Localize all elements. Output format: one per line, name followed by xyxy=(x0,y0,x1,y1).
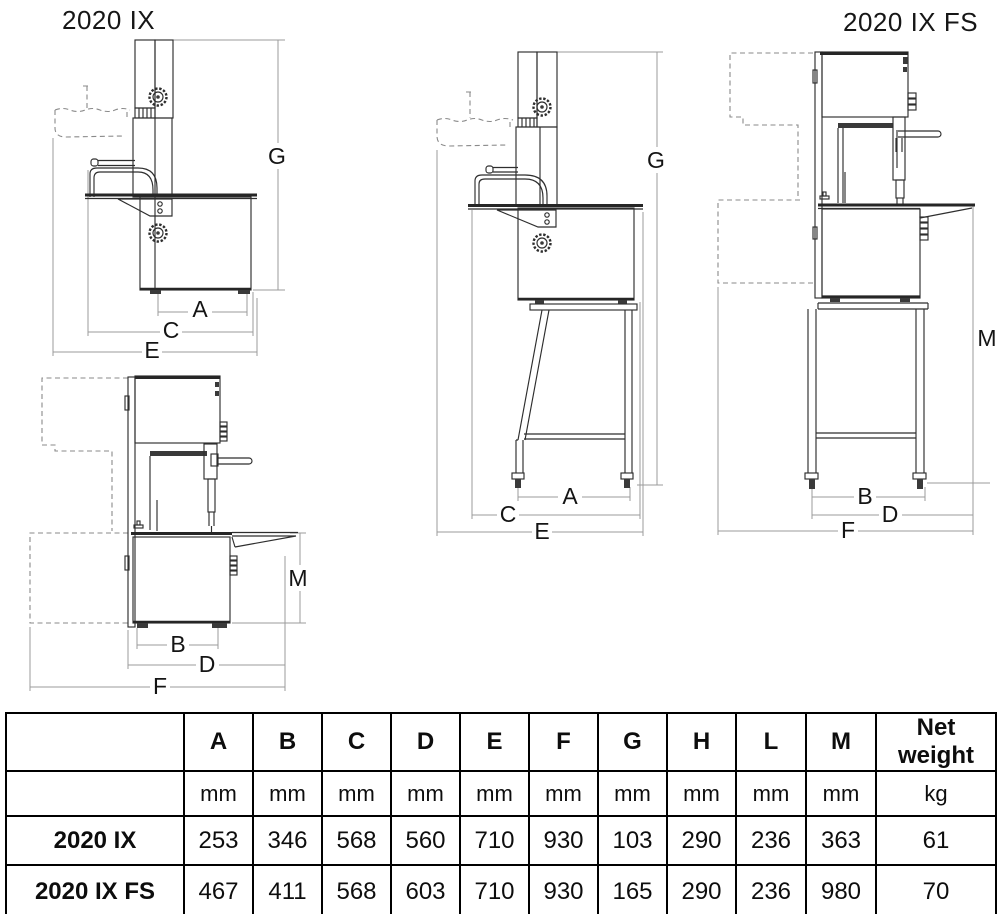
dim-label-D: D xyxy=(198,651,216,677)
value-A: 467 xyxy=(184,865,253,914)
drawing-front-view-2020ix xyxy=(30,376,312,699)
dim-label-E: E xyxy=(144,337,160,363)
unit-mm: mm xyxy=(736,771,806,816)
value-M: 980 xyxy=(806,865,876,914)
dimension-table xyxy=(5,712,997,914)
value-G: 103 xyxy=(598,816,667,865)
dim-label-D: D xyxy=(881,501,899,527)
row-label: 2020 IX FS xyxy=(6,865,184,914)
value-L: 236 xyxy=(736,865,806,914)
drawing-side-view-2020ix xyxy=(53,40,291,363)
unit-mm: mm xyxy=(806,771,876,816)
unit-mm: mm xyxy=(529,771,598,816)
header-col-L: L xyxy=(736,713,806,771)
row-label: 2020 IX xyxy=(6,816,184,865)
value-M: 363 xyxy=(806,816,876,865)
dim-label-A: A xyxy=(192,296,208,322)
table-row-2020ixfs xyxy=(6,865,996,914)
value-F: 930 xyxy=(529,865,598,914)
value-E: 710 xyxy=(460,865,529,914)
dim-label-A: A xyxy=(562,483,578,509)
header-col-E: E xyxy=(460,713,529,771)
dim-label-F: F xyxy=(152,673,168,699)
header-col-F: F xyxy=(529,713,598,771)
table-row-2020ix xyxy=(6,816,996,865)
unit-mm: mm xyxy=(460,771,529,816)
header-col-G: G xyxy=(598,713,667,771)
header-col-H: H xyxy=(667,713,736,771)
value-net-weight: 61 xyxy=(876,816,996,865)
dim-label-M: M xyxy=(977,325,997,351)
header-col-M: M xyxy=(806,713,876,771)
table-units-row xyxy=(6,771,996,816)
header-col-C: C xyxy=(322,713,391,771)
value-B: 346 xyxy=(253,816,322,865)
value-C: 568 xyxy=(322,865,391,914)
unit-kg: kg xyxy=(876,771,996,816)
header-col-A: A xyxy=(184,713,253,771)
value-D: 560 xyxy=(391,816,460,865)
value-net-weight: 70 xyxy=(876,865,996,914)
unit-mm: mm xyxy=(322,771,391,816)
dim-label-C: C xyxy=(162,317,180,343)
dim-label-G: G xyxy=(647,147,665,173)
dim-label-B: B xyxy=(170,631,186,657)
value-L: 236 xyxy=(736,816,806,865)
value-E: 710 xyxy=(460,816,529,865)
value-H: 290 xyxy=(667,816,736,865)
dim-label-G: G xyxy=(268,143,286,169)
header-net-weight: Net weight xyxy=(876,713,996,771)
header-corner xyxy=(6,713,184,771)
value-G: 165 xyxy=(598,865,667,914)
unit-mm: mm xyxy=(598,771,667,816)
model-title-2020-ix-fs: 2020 IX FS xyxy=(843,7,979,37)
unit-mm: mm xyxy=(391,771,460,816)
units-corner xyxy=(6,771,184,816)
model-title-2020-ix: 2020 IX xyxy=(62,5,156,35)
value-C: 568 xyxy=(322,816,391,865)
dim-label-M: M xyxy=(288,565,308,591)
dim-label-C: C xyxy=(499,501,517,527)
dim-label-B: B xyxy=(857,483,873,509)
header-col-B: B xyxy=(253,713,322,771)
dim-label-F: F xyxy=(840,517,856,543)
value-F: 930 xyxy=(529,816,598,865)
value-B: 411 xyxy=(253,865,322,914)
unit-mm: mm xyxy=(184,771,253,816)
header-col-D: D xyxy=(391,713,460,771)
unit-mm: mm xyxy=(253,771,322,816)
drawing-front-view-2020ixfs xyxy=(718,52,1000,543)
value-H: 290 xyxy=(667,865,736,914)
drawing-side-view-2020ixfs xyxy=(437,52,670,544)
table-header-row xyxy=(6,713,996,771)
value-D: 603 xyxy=(391,865,460,914)
value-A: 253 xyxy=(184,816,253,865)
dim-label-E: E xyxy=(534,518,550,544)
unit-mm: mm xyxy=(667,771,736,816)
